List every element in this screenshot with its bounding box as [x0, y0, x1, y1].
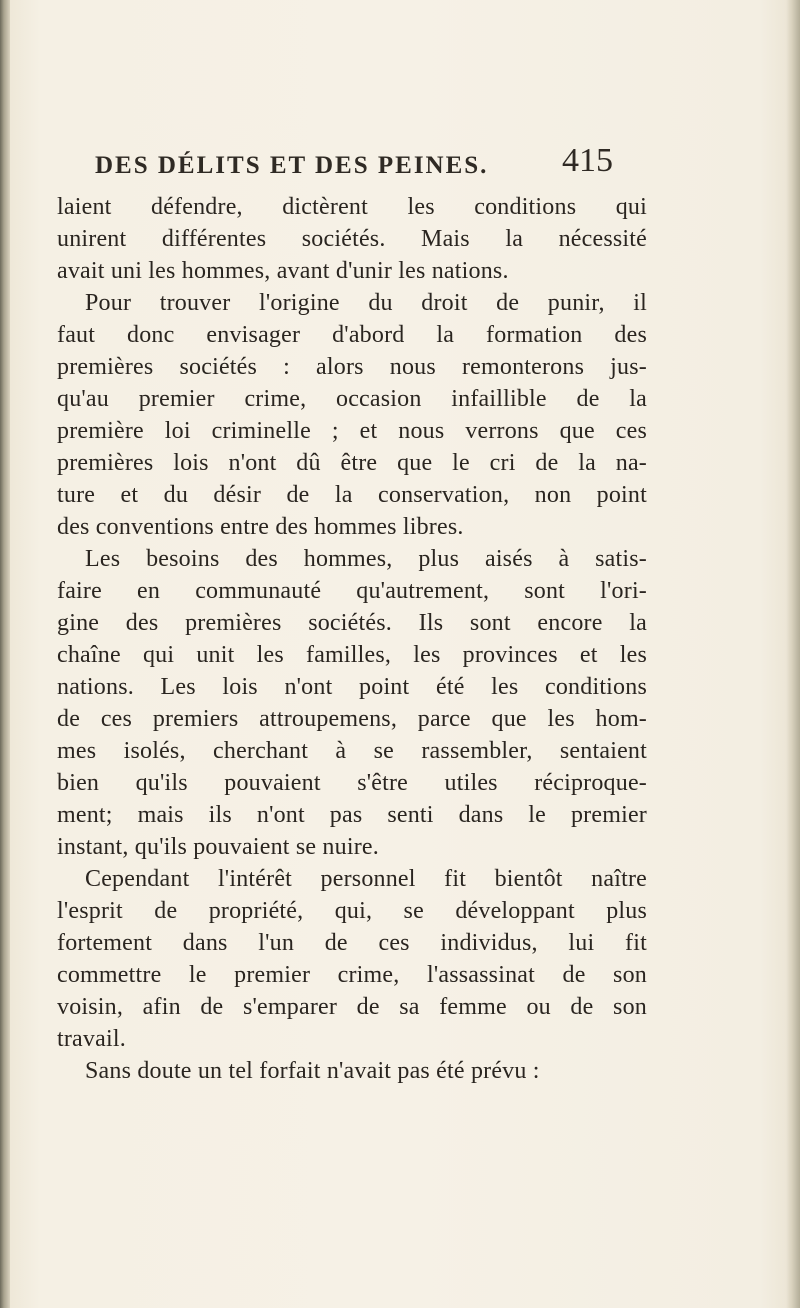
text-line: mes isolés, cherchant à se rassembler, sentaient [57, 738, 647, 764]
running-title: DES DÉLITS ET DES PEINES. [95, 152, 489, 179]
text-line: gine des premières sociétés. Ils sont encore la [57, 610, 647, 636]
text-line: travail. [57, 1026, 126, 1052]
page-outer-edge [786, 0, 800, 1308]
page-header [95, 142, 725, 192]
text-line: fortement dans l'un de ces individus, lui fit [57, 930, 647, 956]
text-line: Pour trouver l'origine du droit de punir, il [85, 290, 647, 316]
text-line: ture et du désir de la conservation, non point [57, 482, 647, 508]
body-text [57, 191, 647, 1087]
text-line: des conventions entre des hommes libres. [57, 514, 464, 540]
page-number: 415 [562, 142, 613, 179]
text-line: unirent différentes sociétés. Mais la nécessité [57, 226, 647, 252]
text-line: commettre le premier crime, l'assassinat de son [57, 962, 647, 988]
text-line: chaîne qui unit les familles, les provinces et les [57, 642, 647, 668]
text-line: de ces premiers attroupemens, parce que les hom- [57, 706, 647, 732]
text-line: l'esprit de propriété, qui, se développant plus [57, 898, 647, 924]
text-line: qu'au premier crime, occasion infaillible de la [57, 386, 647, 412]
text-line: voisin, afin de s'emparer de sa femme ou de son [57, 994, 647, 1020]
text-line: premières lois n'ont dû être que le cri de la na- [57, 450, 647, 476]
text-line: ment; mais ils n'ont pas senti dans le premier [57, 802, 647, 828]
text-line: première loi criminelle ; et nous verrons que ces [57, 418, 647, 444]
text-line: instant, qu'ils pouvaient se nuire. [57, 834, 379, 860]
text-line: Les besoins des hommes, plus aisés à satis- [85, 546, 647, 572]
text-line: faire en communauté qu'autrement, sont l'ori- [57, 578, 647, 604]
text-line: laient défendre, dictèrent les conditions qui [57, 194, 647, 220]
page-binding-edge [0, 0, 10, 1308]
text-line: nations. Les lois n'ont point été les conditions [57, 674, 647, 700]
text-line: faut donc envisager d'abord la formation des [57, 322, 647, 348]
text-line: bien qu'ils pouvaient s'être utiles réciproque- [57, 770, 647, 796]
text-line: Sans doute un tel forfait n'avait pas été prévu : [85, 1058, 540, 1084]
text-line: Cependant l'intérêt personnel fit bientôt naître [85, 866, 647, 892]
text-line: avait uni les hommes, avant d'unir les nations. [57, 258, 509, 284]
text-line: premières sociétés : alors nous remonterons jus- [57, 354, 647, 380]
